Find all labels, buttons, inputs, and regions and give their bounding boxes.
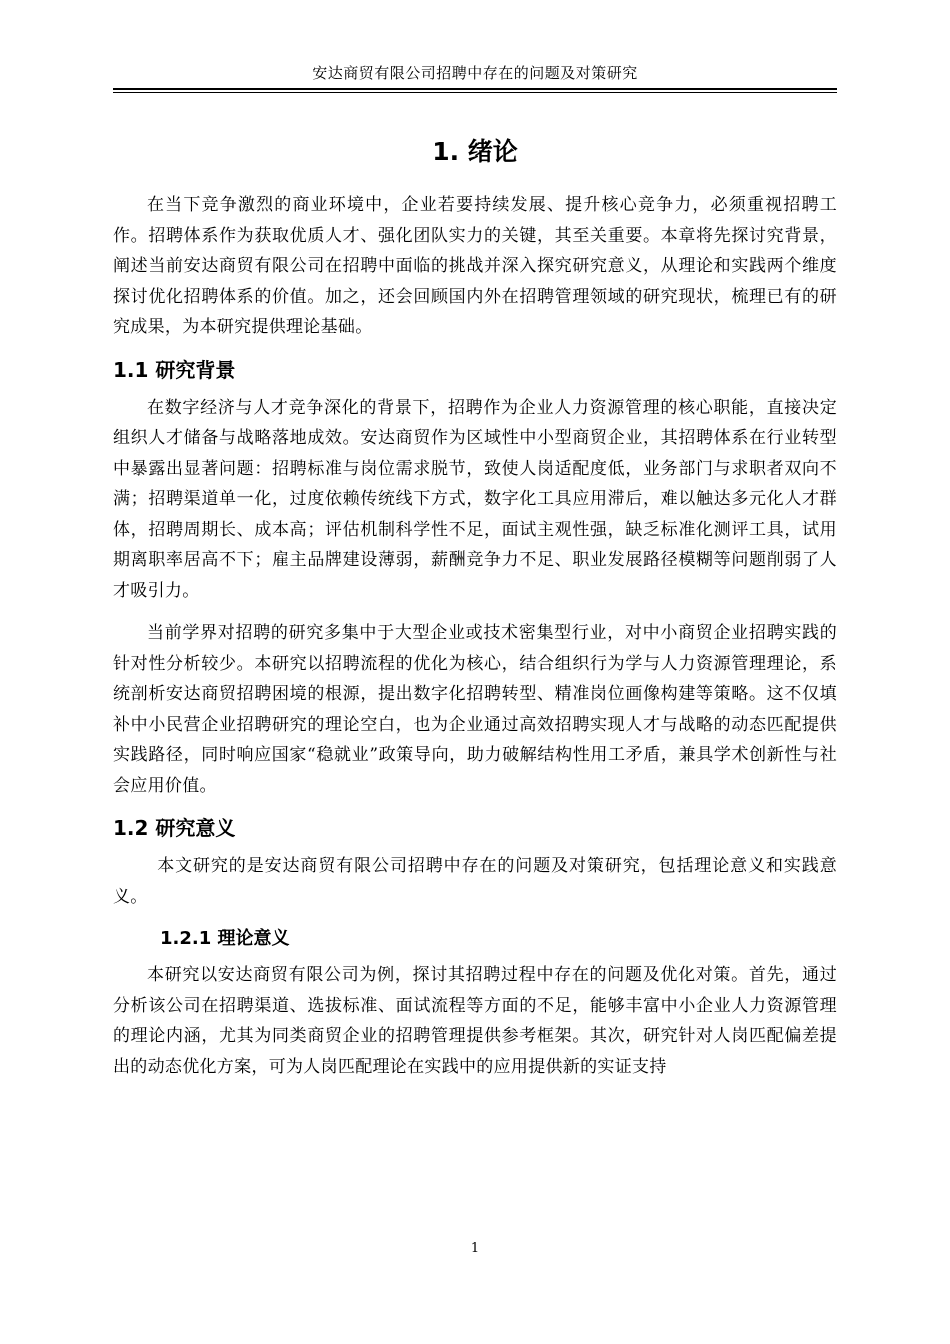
header-rule-thick	[113, 88, 837, 90]
intro-paragraph: 在当下竞争激烈的商业环境中，企业若要持续发展、提升核心竞争力，必须重视招聘工作。招聘体系作为获取优质人才、强化团队实力的关键，其至关重要。本章将先探讨究背景，阐述当前安达商贸有限公司在招聘中面临的挑战并深入探究研究意义，从理论和实践两个维度探讨优化招聘体系的价值。加之，还会回顾国内外在招聘管理领域的研究现状，梳理已有的研究成果，为本研究提供理论基础。	[113, 195, 837, 337]
section-heading-1-1: 1.1 研究背景	[113, 357, 236, 382]
theory-paragraph: 本研究以安达商贸有限公司为例，探讨其招聘过程中存在的问题及优化对策。首先，通过分析该公司在招聘渠道、选拔标准、面试流程等方面的不足，能够丰富中小企业人力资源管理的理论内涵，尤其为同类商贸企业的招聘管理提供参考框架。其次，研究针对人岗匹配偏差提出的动态优化方案，可为人岗匹配理论在实践中的应用提供新的实证支持	[113, 965, 837, 1077]
page-number: 1	[470, 1241, 480, 1256]
background-paragraph-2: 当前学界对招聘的研究多集中于大型企业或技术密集型行业，对中小商贸企业招聘实践的针对性分析较少。本研究以招聘流程的优化为核心，结合组织行为学与人力资源管理理论，系统剖析安达商贸招聘困境的根源，提出数字化招聘转型、精准岗位画像构建等策略。这不仅填补中小民营企业招聘研究的理论空白，也为企业通过高效招聘实现人才与战略的动态匹配提供实践路径，同时响应国家“稳就业”政策导向，助力破解结构性用工矛盾，兼具学术创新性与社会应用价值。	[113, 623, 837, 796]
running-header: 安达商贸有限公司招聘中存在的问题及对策研究	[312, 64, 638, 82]
significance-paragraph: 本文研究的是安达商贸有限公司招聘中存在的问题及对策研究，包括理论意义和实践意义。	[113, 856, 837, 907]
body-content	[113, 132, 837, 1094]
background-paragraph-1: 在数字经济与人才竞争深化的背景下，招聘作为企业人力资源管理的核心职能，直接决定组织人才储备与战略落地成效。安达商贸作为区域性中小型商贸企业，其招聘体系在行业转型中暴露出显著问题：招聘标准与岗位需求脱节，致使人岗适配度低，业务部门与求职者双向不满；招聘渠道单一化，过度依赖传统线下方式，数字化工具应用滞后，难以触达多元化人才群体，招聘周期长、成本高；评估机制科学性不足，面试主观性强，缺乏标准化测评工具，试用期离职率居高不下；雇主品牌建设薄弱，薪酬竞争力不足、职业发展路径模糊等问题削弱了人才吸引力。	[113, 397, 837, 601]
header-rule-thin	[113, 92, 837, 93]
chapter-title: 1. 绪论	[432, 137, 518, 166]
section-heading-1-2: 1.2 研究意义	[113, 816, 236, 840]
section-heading-1-2-1: 1.2.1 理论意义	[160, 928, 290, 949]
